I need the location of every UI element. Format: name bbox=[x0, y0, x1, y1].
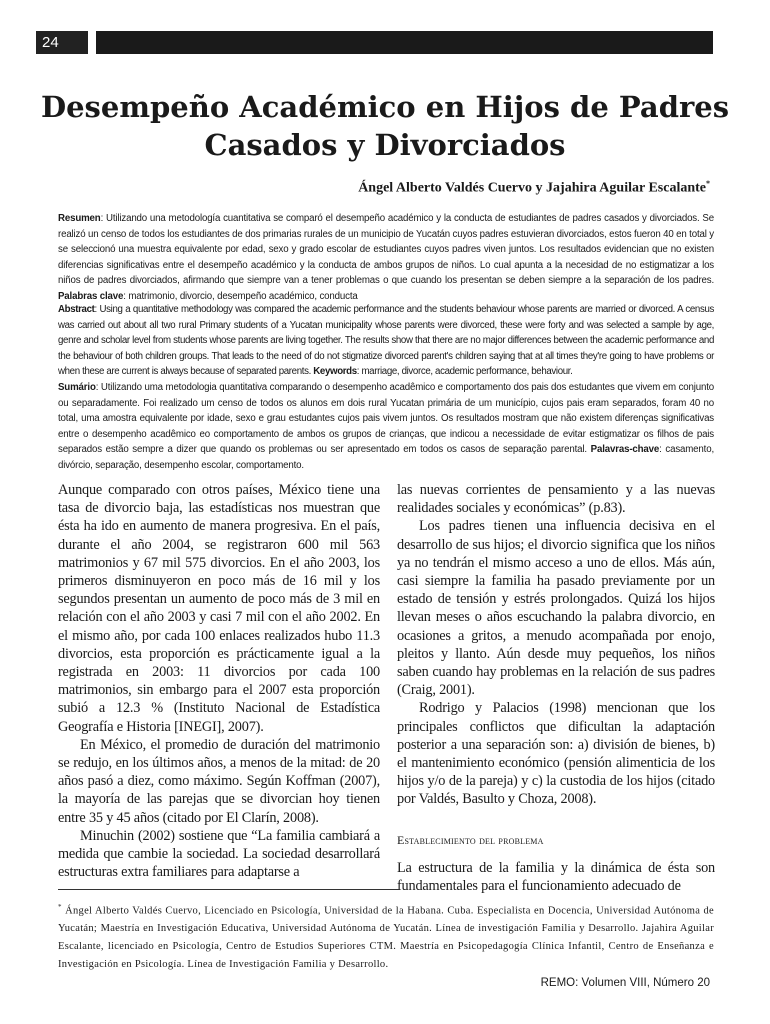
resumen-abstract bbox=[58, 211, 714, 305]
resumen-label: Resumen bbox=[58, 213, 101, 224]
footnote-text: Ángel Alberto Valdés Cuervo, Licenciado en Psicología, Universidad de la Habana. Cuba. Especialista en Docencia, Universidad Autónoma de Yucatán; Maestría en Investigación Educativa, Universidad Autónoma de Yucatán. Línea de investigación Familia y Desarrollo. Jajahira Aguilar Escalante, licenciado en Psicología, Centro de Estudios Superiores CTM. Maestría en Psicopedagogía Clínica Infantil, Centro de Enseñanza e Investigación en Psicología. Línea de Investigación Familia y Desarrollo. bbox=[58, 905, 714, 970]
sumario-text: : Utilizando uma metodologia quantitativa comparando o desempenho acadêmico e comportamento dos pais dos estudantes que vivem em conjunto ou separadamente. Foi realizado um censo de todos os alunos em dois rural Yucatan primária de um município, cujos pais eram separados, foram 40 no total, uma amostra equivalente por idade, sexo e grau estudantes cujos pais vivem juntos. Os resultados mostram que não existem diferenças significativas entre o desempenho acadêmico eo comportamento de ambos os grupos de crianças, que indicou a necessidade de evitar estigmatizar os filhos de pais separados estão sempre a dizer que quando os problemas ou ser apresentado em todos os casos de separação parental. bbox=[58, 382, 714, 456]
author-footnote-mark: * bbox=[706, 179, 710, 188]
body-paragraph: Aunque comparado con otros países, México tiene una tasa de divorcio baja, las estadísticas nos muestran que ésta ha ido en aumento de manera progresiva. En el país, durante el año 2004, se registraron 600 mil 563 matrimonios y 67 mil 575 divorcios. En el año 2003, los primeros disminuyeron en poco más de 16 mil y los segundos presentan un aumento de poco más de 3 mil en relación con el año 2003 y casi 7 mil con el año 2002. En el mismo año, por cada 100 enlaces realizados hubo 11.3 divorcios, esta proporción es prácticamente igual a la registrada en 2003: 11 divorcios por cada 100 matrimonios, sin embargo para el 2007 esta proporción subió a 12.3 % (Instituto Nacional de Estadística Geografía e Historia [INEGI], 2007). bbox=[58, 482, 380, 735]
header-rule bbox=[96, 31, 713, 54]
keywords-label: Keywords bbox=[313, 366, 357, 378]
palabras-clave-text: : matrimonio, divorcio, desempeño académico, conducta bbox=[123, 290, 358, 302]
sumario-abstract bbox=[58, 380, 714, 474]
journal-footer: REMO: Volumen VIII, Número 20 bbox=[540, 977, 710, 989]
body-paragraph: En México, el promedio de duración del matrimonio se redujo, en los últimos años, a menos de la mitad: de 20 años pasó a diez, como máximo. Según Koffman (2007), la mayoría de las parejas que se divorcian hoy tienen entre 35 y 45 años (citado por El Clarín, 2008). bbox=[58, 736, 380, 826]
body-paragraph: Los padres tienen una influencia decisiva en el desarrollo de sus hijos; el divorcio significa que los niños ya no tendrán el mismo acceso a uno de ellos. Más aún, casi siempre la familia ha pasado previamente por un estado de tensión y estrés prolongados. Quizá los hijos llevan meses o años escuchando la palabra divorcio, en ocasiones a gritos, a menudo acompañada por enojo, pleitos y llanto. Aún desde muy pequeños, los niños saben cuando hay problemas en la relación de sus padres (Craig, 2001). bbox=[397, 518, 715, 699]
body-paragraph: La estructura de la familia y la dinámica de ésta son fundamentales para el funcionamiento adecuado de bbox=[397, 859, 715, 895]
body-column-left bbox=[58, 481, 380, 881]
palabras-clave-label: Palabras clave bbox=[58, 290, 124, 302]
page-header bbox=[0, 31, 770, 57]
body-paragraph: Minuchin (2002) sostiene que “La familia cambiará a medida que cambie la sociedad. La sociedad desarrollará estructuras extra familiares para adaptarse a bbox=[58, 827, 380, 881]
english-abstract bbox=[58, 302, 714, 380]
sumario-label: Sumário bbox=[58, 382, 96, 393]
article-authors bbox=[358, 179, 710, 197]
body-paragraph: las nuevas corrientes de pensamiento y a las nuevas realidades sociales y económicas” (p.83). bbox=[397, 482, 715, 517]
keywords-text: : marriage, divorce, academic performance, behaviour. bbox=[356, 366, 573, 378]
body-paragraph: Rodrigo y Palacios (1998) mencionan que los principales conflictos que dificultan la adaptación posterior a una separación son: a) división de bienes, b) el mantenimiento económico (pensión alimenticia de los hijos y/o de la pareja) y c) la custodia de los hijos (citado por Valdés, Basulto y Choza, 2008). bbox=[397, 700, 715, 808]
section-heading: Establecimiento del problema bbox=[397, 832, 544, 847]
article-title: Desempeño Académico en Hijos de Padres Casados y Divorciados bbox=[40, 90, 730, 162]
page-number: 24 bbox=[36, 31, 88, 54]
authors-names: Ángel Alberto Valdés Cuervo y Jajahira Aguilar Escalante bbox=[358, 180, 706, 196]
abstract-label: Abstract bbox=[58, 304, 95, 315]
body-column-right bbox=[397, 481, 715, 895]
resumen-text: : Utilizando una metodología cuantitativa se comparó el desempeño académico y la conducta de estudiantes de padres casados y divorciados. Se realizó un censo de todos los estudiantes de dos primarias rurales de un municipio de Yucatán cuyos padres estuvieran divorciados, estos fueron 40 en total y se seleccionó una muestra equivalente por edad, sexo y grado escolar de estudiantes cuyos padres viven juntos. Los resultados evidencian que no existen diferencias significativas entre el desempeño académico y la conducta de ambos grupos de niños. Lo cual apunta a la necesidad de no estigmatizar a los niños de padres divorciados, afirmando que siempre van a tener problemas o que cuando los presentan se deben siempre a la separación de los padres. bbox=[58, 213, 714, 287]
palavras-chave-label: Palavras-chave bbox=[590, 444, 660, 456]
author-footnote bbox=[58, 899, 714, 974]
abstract-text: : Using a quantitative methodology was compared the academic performance and the students behaviour whose parents are married or divorced. A census was carried out about all two rural Primary students of a Yucatan municipality whose parents were divorced, these were forty and was selected a sample by age, genre and scholar level from students whose parents are living together. The results show that there are no major differences between the academic performance and the behaviour of both children groups. That leads to the need of do not stigmatize divorced parent's children saying that at all times they're going to have problems or when these are current is always because of separated parents. bbox=[58, 304, 714, 378]
footnote-mark: * bbox=[58, 903, 62, 911]
footnote-rule bbox=[58, 889, 400, 890]
palavras-chave-text: : casamento, divórcio, separação, desempenho escolar, comportamento. bbox=[58, 444, 714, 471]
